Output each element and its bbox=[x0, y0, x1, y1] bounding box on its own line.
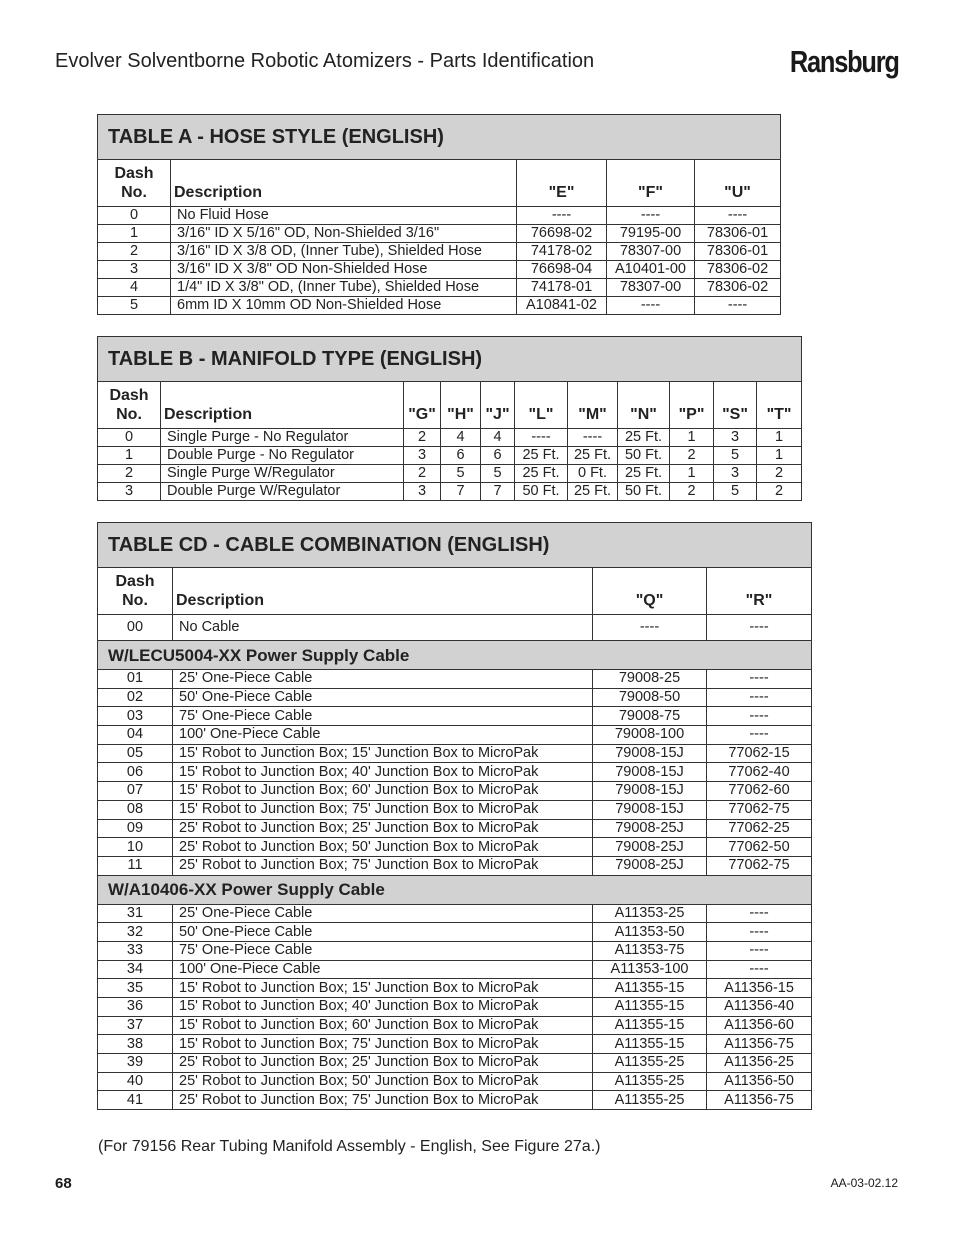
part-number-cell: A11356-40 bbox=[707, 998, 812, 1017]
part-number-cell: 74178-01 bbox=[517, 279, 607, 297]
description-cell: Single Purge - No Regulator bbox=[161, 429, 404, 447]
part-number-cell: 79008-100 bbox=[593, 726, 707, 745]
table-b-manifold-type bbox=[97, 336, 802, 501]
description-cell: 15' Robot to Junction Box; 15' Junction Box to MicroPak bbox=[173, 979, 593, 998]
part-number-cell: 50 Ft. bbox=[515, 483, 568, 501]
part-number-cell: ---- bbox=[707, 615, 812, 641]
column-header: "J" bbox=[481, 382, 515, 429]
part-number-cell: 3 bbox=[404, 483, 441, 501]
description-cell: 15' Robot to Junction Box; 40' Junction Box to MicroPak bbox=[173, 763, 593, 782]
dash-number: 07 bbox=[98, 782, 173, 801]
table-row bbox=[98, 1091, 812, 1110]
dash-number: 09 bbox=[98, 819, 173, 838]
document-code: AA-03-02.12 bbox=[830, 1176, 898, 1190]
description-cell: 3/16" ID X 3/8 OD, (Inner Tube), Shielded Hose bbox=[171, 243, 517, 261]
part-number-cell: 50 Ft. bbox=[618, 447, 670, 465]
table-row bbox=[98, 800, 812, 819]
table-row bbox=[98, 904, 812, 923]
dash-number: 02 bbox=[98, 688, 173, 707]
dash-number: 00 bbox=[98, 615, 173, 641]
description-cell: 15' Robot to Junction Box; 15' Junction Box to MicroPak bbox=[173, 744, 593, 763]
part-number-cell: 5 bbox=[714, 483, 757, 501]
description-cell: 25' Robot to Junction Box; 50' Junction Box to MicroPak bbox=[173, 838, 593, 857]
part-number-cell: 78307-00 bbox=[607, 243, 695, 261]
part-number-cell: A11355-15 bbox=[593, 1035, 707, 1054]
part-number-cell: 25 Ft. bbox=[515, 447, 568, 465]
description-cell: 25' Robot to Junction Box; 25' Junction Box to MicroPak bbox=[173, 1054, 593, 1073]
description-cell: No Fluid Hose bbox=[171, 207, 517, 225]
column-header: "G" bbox=[404, 382, 441, 429]
table-row bbox=[98, 447, 802, 465]
table-row bbox=[98, 856, 812, 875]
part-number-cell: ---- bbox=[707, 941, 812, 960]
part-number-cell: 78306-02 bbox=[695, 261, 781, 279]
section-title: W/A10406-XX Power Supply Cable bbox=[98, 875, 812, 904]
part-number-cell: 7 bbox=[441, 483, 481, 501]
page-title: Evolver Solventborne Robotic Atomizers - Parts Identification bbox=[55, 50, 595, 72]
column-header: "R" bbox=[707, 568, 812, 615]
dash-number: 35 bbox=[98, 979, 173, 998]
part-number-cell: ---- bbox=[517, 207, 607, 225]
part-number-cell: 1 bbox=[757, 447, 802, 465]
table-row bbox=[98, 979, 812, 998]
description-cell: 100' One-Piece Cable bbox=[173, 960, 593, 979]
table-row bbox=[98, 763, 812, 782]
part-number-cell: A11355-15 bbox=[593, 1016, 707, 1035]
column-header: Description bbox=[171, 160, 517, 207]
table-row bbox=[98, 1035, 812, 1054]
part-number-cell: 2 bbox=[757, 465, 802, 483]
part-number-cell: 6 bbox=[441, 447, 481, 465]
description-cell: 25' Robot to Junction Box; 75' Junction Box to MicroPak bbox=[173, 856, 593, 875]
part-number-cell: 77062-40 bbox=[707, 763, 812, 782]
dash-number: 36 bbox=[98, 998, 173, 1017]
part-number-cell: A11355-25 bbox=[593, 1091, 707, 1110]
column-header: "U" bbox=[695, 160, 781, 207]
table-row bbox=[98, 615, 812, 641]
description-cell: 1/4" ID X 3/8" OD, (Inner Tube), Shielded Hose bbox=[171, 279, 517, 297]
part-number-cell: 78306-01 bbox=[695, 243, 781, 261]
part-number-cell: 5 bbox=[481, 465, 515, 483]
dash-number: 34 bbox=[98, 960, 173, 979]
table-row bbox=[98, 297, 781, 315]
dash-number: 31 bbox=[98, 904, 173, 923]
description-cell: 100' One-Piece Cable bbox=[173, 726, 593, 745]
dash-number: 5 bbox=[98, 297, 171, 315]
part-number-cell: 79008-25 bbox=[593, 670, 707, 689]
description-cell: 3/16" ID X 3/8" OD Non-Shielded Hose bbox=[171, 261, 517, 279]
dash-number: 05 bbox=[98, 744, 173, 763]
dash-number: 0 bbox=[98, 207, 171, 225]
description-cell: Double Purge - No Regulator bbox=[161, 447, 404, 465]
part-number-cell: ---- bbox=[707, 670, 812, 689]
part-number-cell: ---- bbox=[695, 207, 781, 225]
part-number-cell: 76698-04 bbox=[517, 261, 607, 279]
table-cd-header-row bbox=[98, 568, 812, 615]
part-number-cell: ---- bbox=[707, 960, 812, 979]
part-number-cell: A11356-50 bbox=[707, 1072, 812, 1091]
dash-number: 33 bbox=[98, 941, 173, 960]
part-number-cell: ---- bbox=[707, 707, 812, 726]
dash-number: 37 bbox=[98, 1016, 173, 1035]
description-cell: 25' One-Piece Cable bbox=[173, 670, 593, 689]
part-number-cell: 79008-50 bbox=[593, 688, 707, 707]
part-number-cell: A11356-15 bbox=[707, 979, 812, 998]
part-number-cell: 1 bbox=[670, 465, 714, 483]
table-row bbox=[98, 707, 812, 726]
table-cd-title: TABLE CD - CABLE COMBINATION (ENGLISH) bbox=[98, 523, 812, 568]
part-number-cell: A11353-75 bbox=[593, 941, 707, 960]
description-cell: Double Purge W/Regulator bbox=[161, 483, 404, 501]
dash-number: 1 bbox=[98, 225, 171, 243]
table-a-hose-style bbox=[97, 114, 781, 315]
dash-number: 38 bbox=[98, 1035, 173, 1054]
column-header: "L" bbox=[515, 382, 568, 429]
dash-number: 40 bbox=[98, 1072, 173, 1091]
description-cell: 75' One-Piece Cable bbox=[173, 707, 593, 726]
description-cell: 25' Robot to Junction Box; 50' Junction Box to MicroPak bbox=[173, 1072, 593, 1091]
part-number-cell: 78307-00 bbox=[607, 279, 695, 297]
part-number-cell: 77062-60 bbox=[707, 782, 812, 801]
dash-number: 10 bbox=[98, 838, 173, 857]
part-number-cell: ---- bbox=[707, 923, 812, 942]
dash-number: 2 bbox=[98, 465, 161, 483]
part-number-cell: 25 Ft. bbox=[568, 447, 618, 465]
section-title: W/LECU5004-XX Power Supply Cable bbox=[98, 641, 812, 670]
column-header: "P" bbox=[670, 382, 714, 429]
description-cell: Single Purge W/Regulator bbox=[161, 465, 404, 483]
dash-number: 3 bbox=[98, 261, 171, 279]
table-row bbox=[98, 941, 812, 960]
dash-number: 32 bbox=[98, 923, 173, 942]
part-number-cell: ---- bbox=[568, 429, 618, 447]
table-row bbox=[98, 744, 812, 763]
part-number-cell: A10841-02 bbox=[517, 297, 607, 315]
table-row bbox=[98, 923, 812, 942]
description-cell: No Cable bbox=[173, 615, 593, 641]
table-row bbox=[98, 429, 802, 447]
column-header: "N" bbox=[618, 382, 670, 429]
part-number-cell: ---- bbox=[695, 297, 781, 315]
description-cell: 25' Robot to Junction Box; 25' Junction Box to MicroPak bbox=[173, 819, 593, 838]
description-cell: 15' Robot to Junction Box; 40' Junction Box to MicroPak bbox=[173, 998, 593, 1017]
dash-number: 3 bbox=[98, 483, 161, 501]
table-row bbox=[98, 670, 812, 689]
dash-number: 4 bbox=[98, 279, 171, 297]
part-number-cell: 79008-15J bbox=[593, 763, 707, 782]
dash-number: 08 bbox=[98, 800, 173, 819]
part-number-cell: 3 bbox=[714, 465, 757, 483]
part-number-cell: 78306-01 bbox=[695, 225, 781, 243]
part-number-cell: ---- bbox=[707, 688, 812, 707]
section-header-row bbox=[98, 875, 812, 904]
description-cell: 25' One-Piece Cable bbox=[173, 904, 593, 923]
part-number-cell: 77062-75 bbox=[707, 800, 812, 819]
description-cell: 15' Robot to Junction Box; 60' Junction Box to MicroPak bbox=[173, 1016, 593, 1035]
part-number-cell: 77062-15 bbox=[707, 744, 812, 763]
description-cell: 50' One-Piece Cable bbox=[173, 923, 593, 942]
table-row bbox=[98, 225, 781, 243]
dash-number: 0 bbox=[98, 429, 161, 447]
part-number-cell: ---- bbox=[515, 429, 568, 447]
table-row bbox=[98, 960, 812, 979]
table-row bbox=[98, 243, 781, 261]
part-number-cell: 77062-75 bbox=[707, 856, 812, 875]
part-number-cell: 25 Ft. bbox=[568, 483, 618, 501]
table-row bbox=[98, 207, 781, 225]
table-row bbox=[98, 1016, 812, 1035]
table-row bbox=[98, 483, 802, 501]
brand-logo: Ransburg bbox=[790, 44, 899, 79]
table-b-body bbox=[98, 429, 802, 501]
part-number-cell: ---- bbox=[707, 904, 812, 923]
part-number-cell: A11353-100 bbox=[593, 960, 707, 979]
section-header-row bbox=[98, 641, 812, 670]
dash-number: 01 bbox=[98, 670, 173, 689]
part-number-cell: A11355-15 bbox=[593, 979, 707, 998]
part-number-cell: 2 bbox=[670, 447, 714, 465]
part-number-cell: 5 bbox=[441, 465, 481, 483]
description-cell: 6mm ID X 10mm OD Non-Shielded Hose bbox=[171, 297, 517, 315]
part-number-cell: 2 bbox=[404, 429, 441, 447]
part-number-cell: A11356-25 bbox=[707, 1054, 812, 1073]
part-number-cell: 3 bbox=[404, 447, 441, 465]
part-number-cell: A11353-25 bbox=[593, 904, 707, 923]
part-number-cell: 76698-02 bbox=[517, 225, 607, 243]
description-cell: 15' Robot to Junction Box; 75' Junction Box to MicroPak bbox=[173, 1035, 593, 1054]
dash-number: 04 bbox=[98, 726, 173, 745]
part-number-cell: 79008-15J bbox=[593, 800, 707, 819]
column-header: Dash No. bbox=[98, 160, 171, 207]
table-row bbox=[98, 465, 802, 483]
description-cell: 3/16" ID X 5/16" OD, Non-Shielded 3/16" bbox=[171, 225, 517, 243]
part-number-cell: 25 Ft. bbox=[618, 465, 670, 483]
column-header: Dash No. bbox=[98, 382, 161, 429]
part-number-cell: 25 Ft. bbox=[515, 465, 568, 483]
column-header: Description bbox=[161, 382, 404, 429]
part-number-cell: 4 bbox=[481, 429, 515, 447]
part-number-cell: 7 bbox=[481, 483, 515, 501]
dash-number: 03 bbox=[98, 707, 173, 726]
table-b-title: TABLE B - MANIFOLD TYPE (ENGLISH) bbox=[98, 337, 802, 382]
table-b-header-row bbox=[98, 382, 802, 429]
column-header: Description bbox=[173, 568, 593, 615]
part-number-cell: 79008-75 bbox=[593, 707, 707, 726]
column-header: "S" bbox=[714, 382, 757, 429]
dash-number: 41 bbox=[98, 1091, 173, 1110]
part-number-cell: 1 bbox=[757, 429, 802, 447]
part-number-cell: 1 bbox=[670, 429, 714, 447]
table-row bbox=[98, 998, 812, 1017]
part-number-cell: 2 bbox=[757, 483, 802, 501]
table-row bbox=[98, 838, 812, 857]
part-number-cell: 5 bbox=[714, 447, 757, 465]
column-header: "T" bbox=[757, 382, 802, 429]
table-row bbox=[98, 279, 781, 297]
part-number-cell: 3 bbox=[714, 429, 757, 447]
part-number-cell: A11353-50 bbox=[593, 923, 707, 942]
part-number-cell: 2 bbox=[670, 483, 714, 501]
description-cell: 25' Robot to Junction Box; 75' Junction Box to MicroPak bbox=[173, 1091, 593, 1110]
part-number-cell: ---- bbox=[607, 297, 695, 315]
table-row bbox=[98, 261, 781, 279]
column-header: "Q" bbox=[593, 568, 707, 615]
description-cell: 50' One-Piece Cable bbox=[173, 688, 593, 707]
part-number-cell: 77062-50 bbox=[707, 838, 812, 857]
table-row bbox=[98, 1072, 812, 1091]
description-cell: 75' One-Piece Cable bbox=[173, 941, 593, 960]
part-number-cell: 25 Ft. bbox=[618, 429, 670, 447]
description-cell: 15' Robot to Junction Box; 75' Junction Box to MicroPak bbox=[173, 800, 593, 819]
part-number-cell: A11356-60 bbox=[707, 1016, 812, 1035]
part-number-cell: 79008-25J bbox=[593, 856, 707, 875]
part-number-cell: ---- bbox=[707, 726, 812, 745]
table-row bbox=[98, 726, 812, 745]
dash-number: 11 bbox=[98, 856, 173, 875]
table-row bbox=[98, 1054, 812, 1073]
part-number-cell: 6 bbox=[481, 447, 515, 465]
page-number: 68 bbox=[55, 1175, 72, 1192]
part-number-cell: A11356-75 bbox=[707, 1091, 812, 1110]
column-header: "M" bbox=[568, 382, 618, 429]
dash-number: 06 bbox=[98, 763, 173, 782]
part-number-cell: A11355-25 bbox=[593, 1054, 707, 1073]
part-number-cell: 79008-25J bbox=[593, 838, 707, 857]
part-number-cell: 77062-25 bbox=[707, 819, 812, 838]
part-number-cell: ---- bbox=[607, 207, 695, 225]
table-a-title: TABLE A - HOSE STYLE (ENGLISH) bbox=[98, 115, 781, 160]
part-number-cell: 79195-00 bbox=[607, 225, 695, 243]
part-number-cell: A11355-25 bbox=[593, 1072, 707, 1091]
column-header: "F" bbox=[607, 160, 695, 207]
table-row bbox=[98, 688, 812, 707]
part-number-cell: 0 Ft. bbox=[568, 465, 618, 483]
description-cell: 15' Robot to Junction Box; 60' Junction Box to MicroPak bbox=[173, 782, 593, 801]
table-cd-body bbox=[98, 615, 812, 1110]
column-header: Dash No. bbox=[98, 568, 173, 615]
part-number-cell: 79008-15J bbox=[593, 744, 707, 763]
dash-number: 39 bbox=[98, 1054, 173, 1073]
table-a-header-row bbox=[98, 160, 781, 207]
part-number-cell: ---- bbox=[593, 615, 707, 641]
column-header: "H" bbox=[441, 382, 481, 429]
part-number-cell: 2 bbox=[404, 465, 441, 483]
dash-number: 1 bbox=[98, 447, 161, 465]
part-number-cell: A11356-75 bbox=[707, 1035, 812, 1054]
part-number-cell: 79008-15J bbox=[593, 782, 707, 801]
table-a-body bbox=[98, 207, 781, 315]
part-number-cell: A10401-00 bbox=[607, 261, 695, 279]
part-number-cell: A11355-15 bbox=[593, 998, 707, 1017]
footnote: (For 79156 Rear Tubing Manifold Assembly - English, See Figure 27a.) bbox=[98, 1138, 601, 1155]
part-number-cell: 74178-02 bbox=[517, 243, 607, 261]
table-cd-cable-combination bbox=[97, 522, 812, 1110]
table-row bbox=[98, 819, 812, 838]
part-number-cell: 79008-25J bbox=[593, 819, 707, 838]
part-number-cell: 4 bbox=[441, 429, 481, 447]
column-header: "E" bbox=[517, 160, 607, 207]
dash-number: 2 bbox=[98, 243, 171, 261]
table-row bbox=[98, 782, 812, 801]
part-number-cell: 50 Ft. bbox=[618, 483, 670, 501]
part-number-cell: 78306-02 bbox=[695, 279, 781, 297]
